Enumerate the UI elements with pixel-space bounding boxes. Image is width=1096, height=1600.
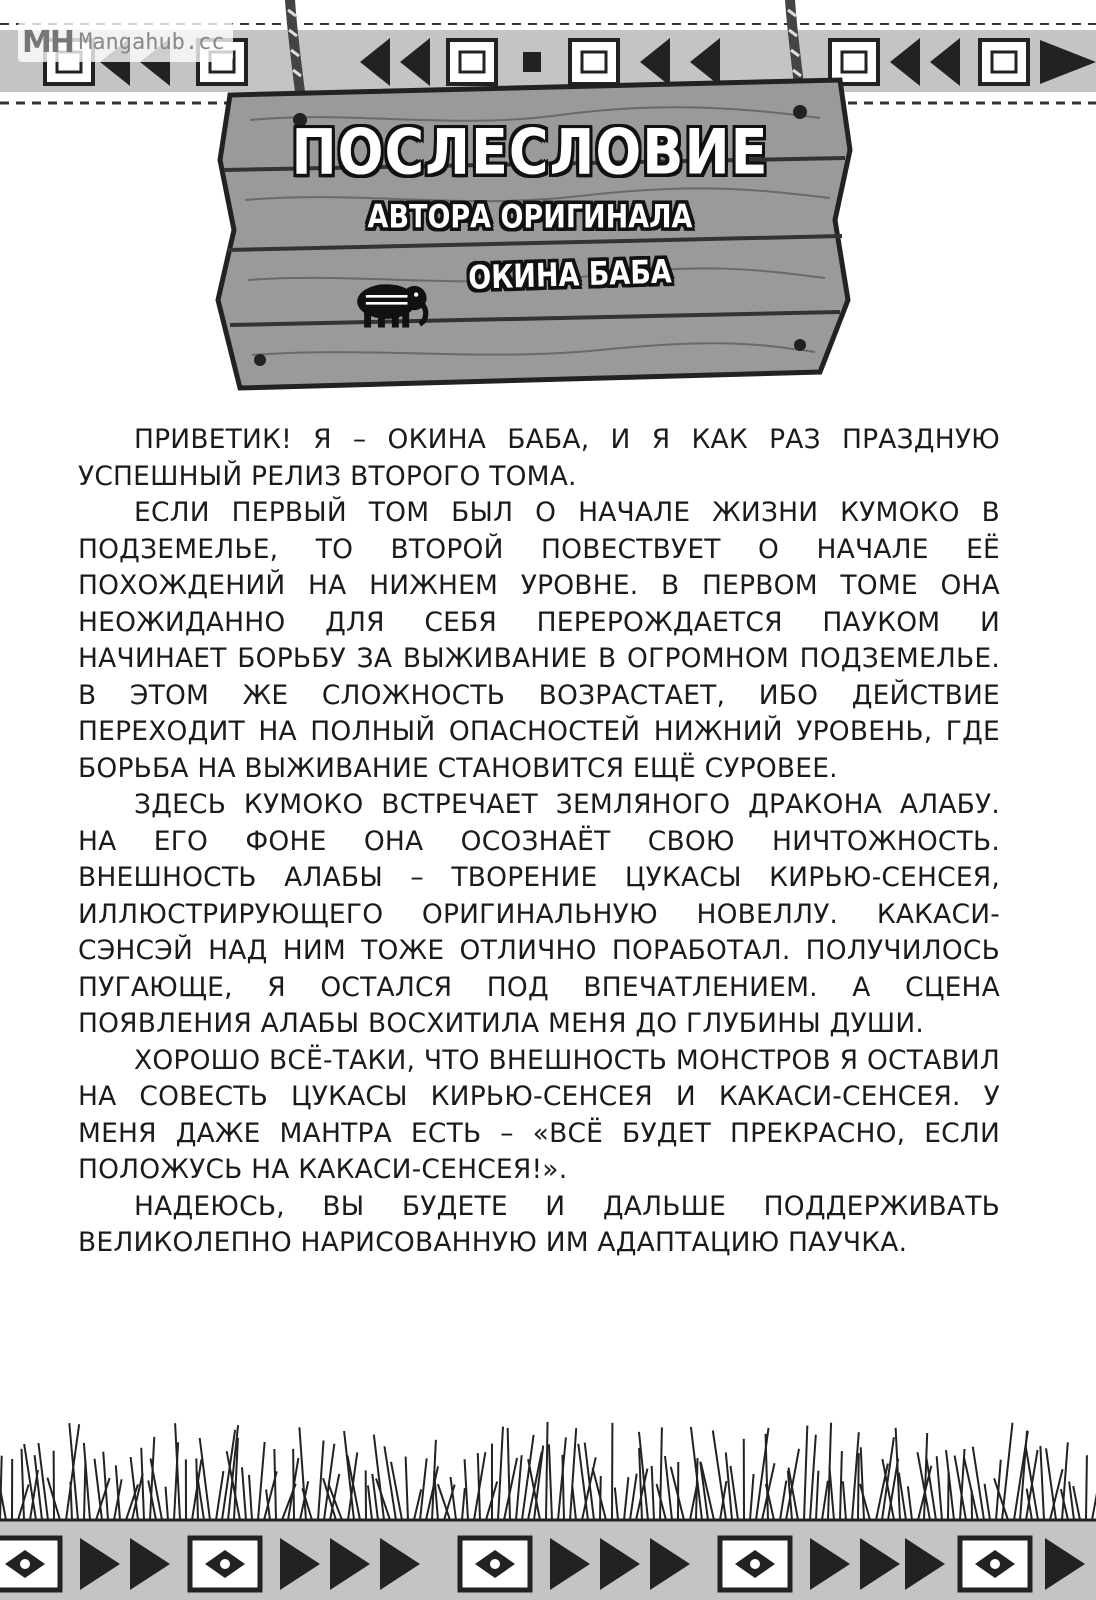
- grass-blade: [665, 1456, 672, 1520]
- grass-blade: [558, 1437, 566, 1520]
- grass-blade: [780, 1481, 786, 1520]
- grass-blade: [615, 1488, 618, 1520]
- grass-blade: [816, 1471, 818, 1520]
- grass-blade: [1046, 1448, 1056, 1520]
- grass-blade: [713, 1430, 726, 1520]
- grass-blade: [861, 1447, 864, 1520]
- paragraph: ЕСЛИ ПЕРВЫЙ ТОМ БЫЛ О НАЧАЛЕ ЖИЗНИ КУМОКО В ПОДЗЕМЕЛЬЕ, ТО ВТОРОЙ ПОВЕСТВУЕТ О НАЧАЛЕ ЕЁ ПОХОЖДЕНИЙ НА НИЖНЕМ УРОВНЕ. В ПЕРВОМ ТОМЕ ОНА НЕОЖИДАННО ДЛЯ СЕБЯ ПЕРЕРОЖДАЕТСЯ ПАУКОМ И НАЧИНАЕТ БОРЬБУ ЗА ВЫЖИВАНИЕ В ОГРОМНОМ ПОДЗЕМЕЛЬЕ. В ЭТОМ ЖЕ СЛОЖНОСТЬ ВОЗРАСТАЕТ, ИБО ДЕЙСТВИЕ ПЕРЕХОДИТ НА ПОЛНЫЙ ОПАСНОСТЕЙ НИЖНИЙ УРОВЕНЬ, ГДЕ БОРЬБА НА ВЫЖИВАНИЕ СТАНОВИТСЯ ЕЩЁ СУРОВЕЕ.: [78, 497, 1000, 784]
- grass-blade: [498, 1427, 503, 1520]
- grass-blade: [438, 1484, 450, 1520]
- grass-blade: [630, 1474, 637, 1520]
- paragraph: ЗДЕСЬ КУМОКО ВСТРЕЧАЕТ ЗЕМЛЯНОГО ДРАКОНА АЛАБУ. НА ЕГО ФОНЕ ОНА ОСОЗНАЁТ СВОЮ НИЧТОЖНОСТЬ. ВНЕШНОСТЬ АЛАБЫ – ТВОРЕНИЕ ЦУКАСЫ КИРЬЮ-СЕНСЕЯ, ИЛЛЮСТРИРУЮЩЕГО ОРИГИНАЛЬНУЮ НОВЕЛЛУ. КАКАСИ-СЭНСЭЙ НАД НИМ ТОЖЕ ОТЛИЧНО ПОРАБОТАЛ. ПОЛУЧИЛОСЬ ПУГАЮЩЕ, Я ОСТАЛСЯ ПОД ВПЕЧАТЛЕНИЕМ. А СЦЕНА ПОЯВЛЕНИЯ АЛАБЫ ВОСХИТИЛА МЕНЯ ДО ГЛУБИНЫ ДУШИ.: [78, 789, 1000, 1039]
- grass-blade: [1086, 1455, 1087, 1520]
- grass-blade: [1040, 1446, 1044, 1520]
- grass-blade: [516, 1455, 522, 1520]
- sign-subtitle: АВТОРА ОРИГИНАЛА: [367, 198, 693, 236]
- grass-blade: [166, 1487, 168, 1520]
- grass-blade: [624, 1477, 628, 1520]
- grass-blade: [572, 1486, 576, 1520]
- grass-blade: [420, 1458, 427, 1520]
- grass-blade: [478, 1453, 480, 1520]
- watermark-site: Mangahub.cc: [78, 29, 225, 55]
- grass-blade: [726, 1452, 732, 1520]
- grass-blade: [141, 1448, 144, 1520]
- sign-text: [200, 116, 860, 298]
- grass-blade: [810, 1435, 816, 1520]
- grass-blade: [508, 1428, 510, 1520]
- grass-blade: [908, 1486, 912, 1520]
- grass-blade: [549, 1444, 552, 1520]
- grass-blade: [1092, 1453, 1096, 1520]
- grass-blade: [652, 1466, 654, 1520]
- elephant-icon: [352, 278, 430, 332]
- paragraph: ХОРОШО ВСЁ-ТАКИ, ЧТО ВНЕШНОСТЬ МОНСТРОВ Я ОСТАВИЛ НА СОВЕСТЬ ЦУКАСЫ КИРЬЮ-СЕНСЕЯ И КАКАСИ-СЕНСЕЯ. У МЕНЯ ДАЖЕ МАНТРА ЕСТЬ – «ВСЁ БУДЕТ ПРЕКРАСНО, ЕСЛИ ПОЛОЖУСЬ НА КАКАСИ-СЕНСЕЯ!».: [78, 1044, 1000, 1185]
- afterword-body: [78, 422, 1000, 1262]
- sign-title: ПОСЛЕСЛОВИЕ: [291, 116, 769, 189]
- grass-blade: [274, 1449, 276, 1520]
- grass-blade: [249, 1475, 252, 1520]
- grass-blade: [804, 1426, 807, 1520]
- grass-blade: [546, 1422, 548, 1520]
- grass-blade: [196, 1458, 198, 1520]
- sign-author: ОКИНА БАБА: [467, 253, 673, 298]
- grass-blade: [374, 1435, 384, 1520]
- grass-blade: [829, 1467, 834, 1520]
- grass-blade: [70, 1482, 72, 1520]
- grass-blade: [258, 1442, 265, 1520]
- grass-blade: [391, 1462, 402, 1520]
- grass-blade: [242, 1467, 246, 1520]
- paragraph: НАДЕЮСЬ, ВЫ БУДЕТЕ И ДАЛЬШЕ ПОДДЕРЖИВАТЬ ВЕЛИКОЛЕПНО НАРИСОВАННУЮ ИМ АДАПТАЦИЮ ПАУЧКА.: [78, 1190, 1000, 1258]
- grass-blade: [860, 1484, 870, 1520]
- grass-blade: [266, 1490, 270, 1520]
- grass-blade: [750, 1474, 754, 1520]
- grass-blade: [822, 1481, 828, 1520]
- grass-blade: [766, 1434, 768, 1520]
- grass-blade: [843, 1481, 846, 1520]
- grass-blade: [973, 1447, 984, 1520]
- grass-blade: [462, 1488, 465, 1520]
- grass-blade: [293, 1449, 294, 1520]
- paragraph: ПРИВЕТИК! Я – ОКИНА БАБА, И Я КАК РАЗ ПРАЗДНУЮ УСПЕШНЫЙ РЕЛИЗ ВТОРОГО ТОМА.: [78, 424, 1000, 492]
- grass-blade: [840, 1451, 842, 1520]
- grass-blade: [406, 1457, 408, 1520]
- grass-blade: [858, 1453, 859, 1520]
- grass-blade: [985, 1484, 990, 1520]
- grass-blade: [937, 1456, 942, 1520]
- bottom-ornament-band: [0, 1420, 1096, 1600]
- watermark-logo: MH: [22, 24, 73, 60]
- grass-blade: [368, 1486, 372, 1520]
